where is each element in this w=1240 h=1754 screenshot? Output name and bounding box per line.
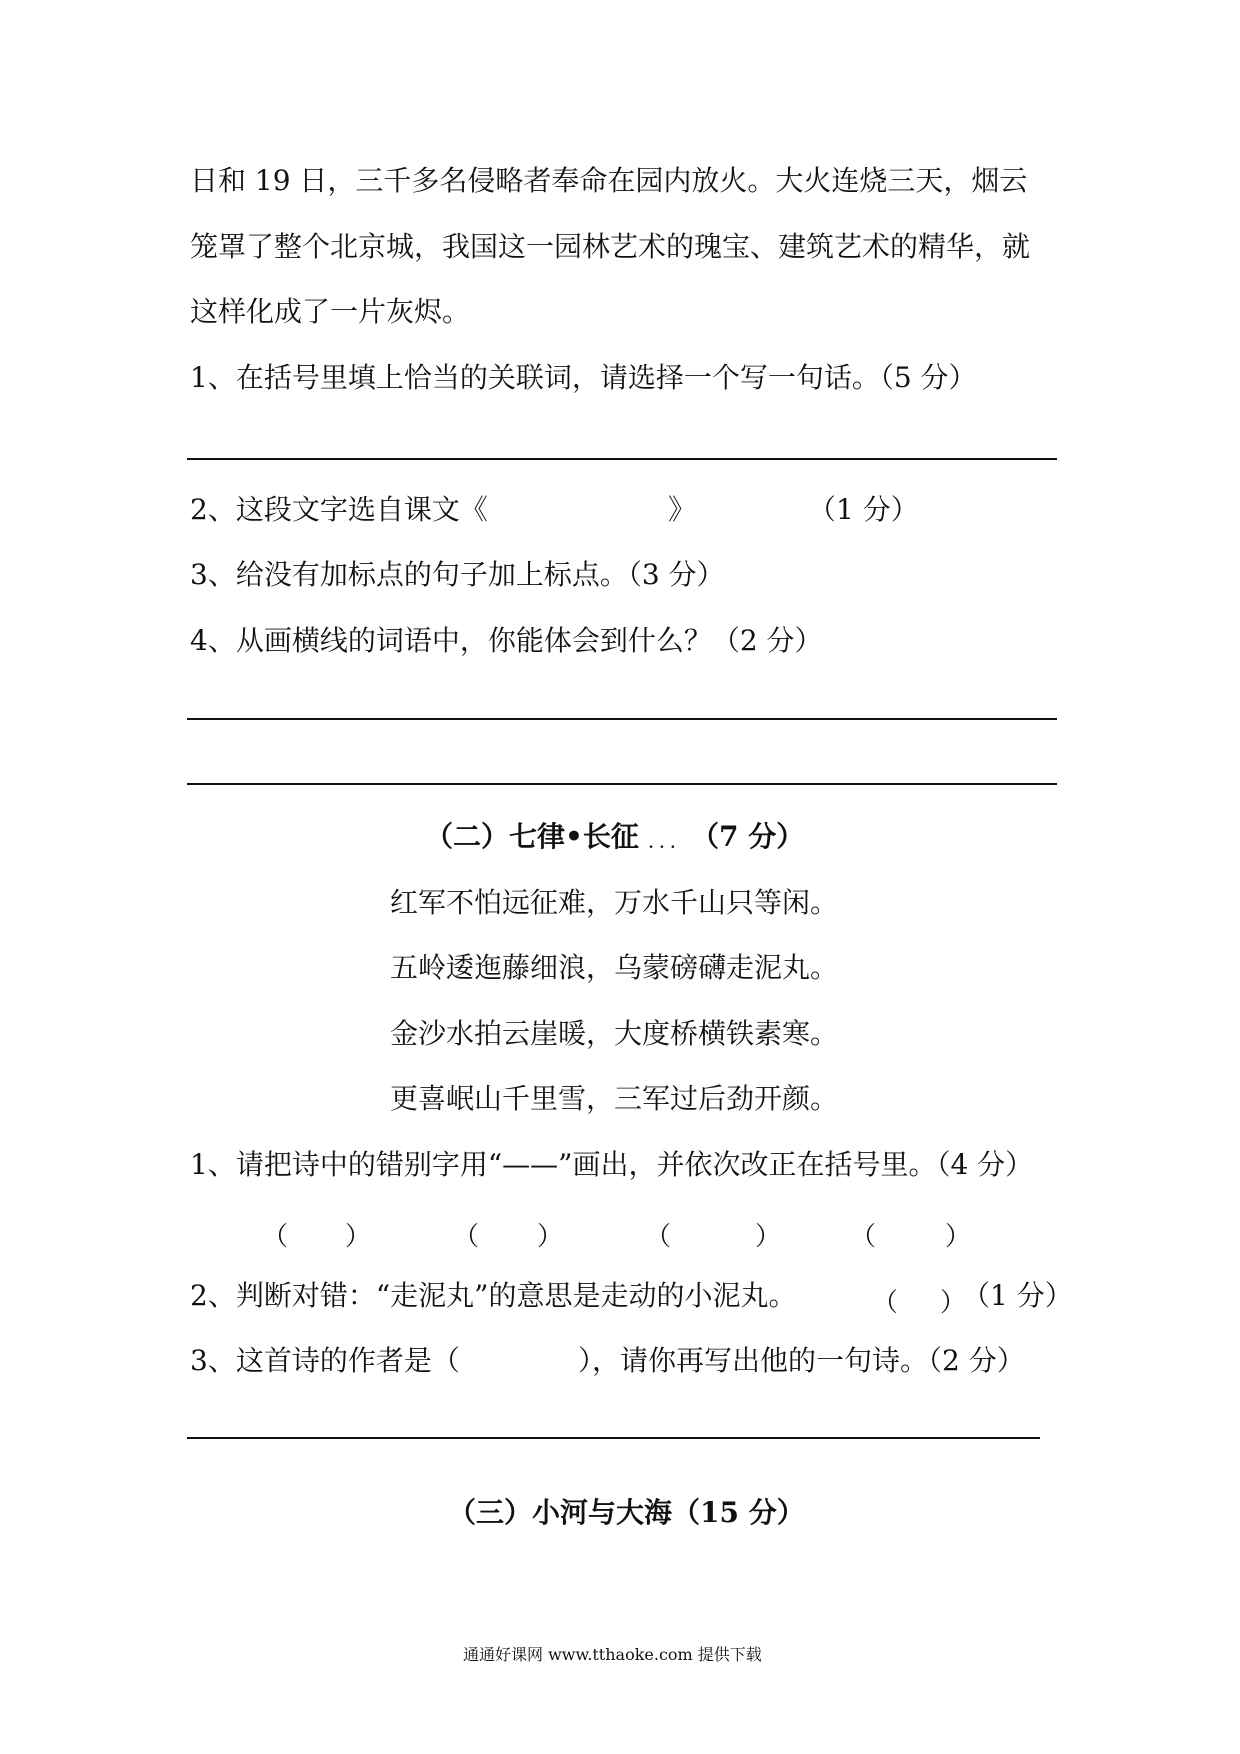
poem-line-1: 红军不怕远征难，万水千山只等闲。 [390,886,839,919]
answer-paren-1-open: （ [262,1222,289,1252]
answer-line-poem[interactable] [187,1437,1040,1439]
poem-line-2: 五岭逶迤藤细浪，乌蒙磅礴走泥丸。 [390,951,839,984]
answer-paren-3-open: （ [645,1222,672,1252]
section-2-heading [425,820,805,853]
poem-line-4: 更喜岷山千里雪，三军过后劲开颜。 [390,1082,839,1115]
section-2-question-2-score: （1 分） [962,1279,1073,1312]
emphasis-dots: ... [648,836,682,852]
section-2-question-3-suffix: ），请你再写出他的一句诗。（2 分） [578,1344,1025,1377]
section-2-question-2: 2、判断对错：“走泥丸”的意思是走动的小泥丸。 [190,1279,797,1312]
answer-paren-4-close: ） [945,1222,972,1252]
question-1: 1、在括号里填上恰当的关联词，请选择一个写一句话。（5 分） [190,361,977,394]
section-2-heading-title: （二）七律•长征 [425,820,639,853]
answer-line-q4-a[interactable] [187,718,1057,720]
passage-line-1: 日和 19 日，三千多名侵略者奉命在园内放火。大火连烧三天，烟云 [190,164,1028,197]
answer-paren-1-close: ） [345,1222,372,1252]
question-2-prefix: 2、这段文字选自课文《 [190,493,488,526]
passage-line-3: 这样化成了一片灰烬。 [190,295,471,328]
passage-line-2: 笼罩了整个北京城，我国这一园林艺术的瑰宝、建筑艺术的精华，就 [190,230,1031,263]
poem-line-3: 金沙水拍云崖暖，大度桥横铁素寒。 [390,1017,839,1050]
section-3-heading: （三）小河与大海（15 分） [448,1496,805,1529]
answer-paren-3-close: ） [755,1222,782,1252]
footer-credit: 通通好课网 www.tthaoke.com 提供下载 [463,1645,762,1664]
question-3: 3、给没有加标点的句子加上标点。（3 分） [190,558,725,591]
answer-paren-4-open: （ [850,1222,877,1252]
question-4: 4、从画横线的词语中，你能体会到什么？（2 分） [190,624,823,657]
question-2-bracket-close: 》 [668,493,697,526]
question-2-score: （1 分） [808,493,919,526]
judge-paren-close: ） [940,1288,967,1318]
judge-paren-open: （ [872,1288,899,1318]
answer-line-q4-b[interactable] [187,783,1057,785]
answer-paren-2-close: ） [537,1222,564,1252]
answer-paren-2-open: （ [453,1222,480,1252]
section-2-question-3-prefix: 3、这首诗的作者是（ [190,1344,460,1377]
section-2-heading-score: （7 分） [691,820,805,853]
answer-line-q1[interactable] [187,458,1057,460]
section-2-question-1: 1、请把诗中的错别字用“——”画出，并依次改正在括号里。（4 分） [190,1148,1034,1181]
